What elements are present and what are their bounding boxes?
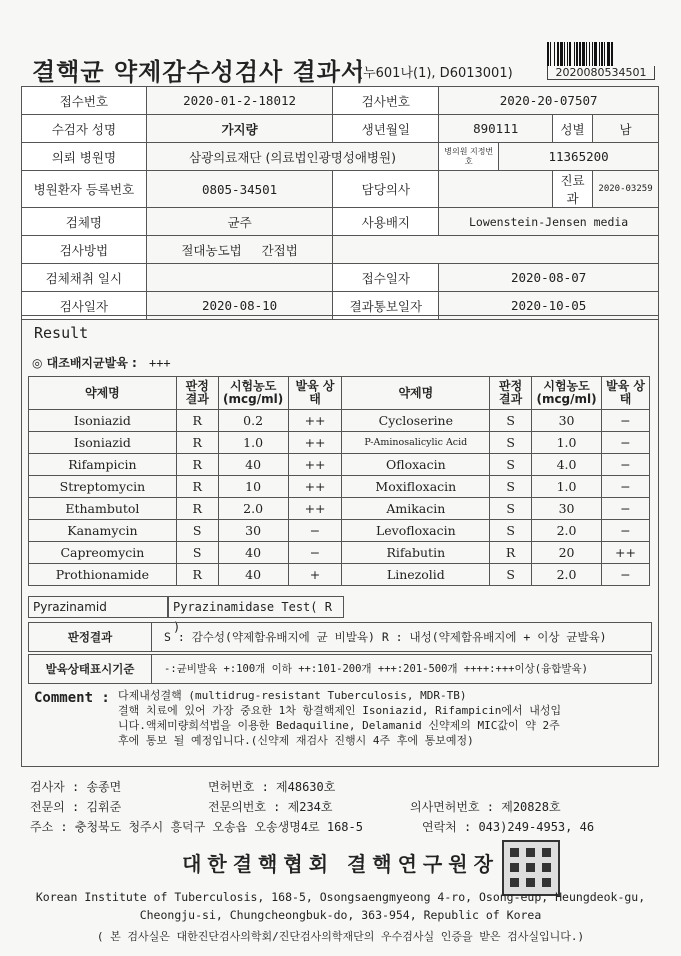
drug-conc-cell: 40 bbox=[218, 542, 288, 564]
drug-conc-cell: 4.0 bbox=[532, 454, 602, 476]
drug-drug-cell: Amikacin bbox=[342, 498, 490, 520]
drug-drug-cell: Cycloserine bbox=[342, 410, 490, 432]
hospital-code-label: 병의원 지정번호 bbox=[439, 143, 499, 171]
received-label: 접수일자 bbox=[333, 264, 439, 292]
hospital-label: 의뢰 병원명 bbox=[22, 143, 147, 171]
header-judge: 판정 결과 bbox=[490, 377, 532, 410]
comment-label: Comment : bbox=[34, 690, 110, 706]
drug-row bbox=[29, 410, 650, 432]
patient-reg-no: 0805-34501 bbox=[146, 171, 333, 208]
drug-judge-cell: R bbox=[176, 498, 218, 520]
growth-legend-label: 발육상태표시기준 bbox=[29, 655, 152, 683]
header-conc: 시험농도 (mcg/ml) bbox=[532, 377, 602, 410]
drug-growth-cell: ++ bbox=[602, 542, 650, 564]
contact: 연락처 : 043)249-4953, 46 bbox=[422, 820, 595, 834]
test-no: 2020-20-07507 bbox=[439, 87, 659, 115]
drug-growth-cell: ++ bbox=[288, 432, 342, 454]
sex: 남 bbox=[593, 115, 659, 143]
drug-growth-cell: ++ bbox=[288, 498, 342, 520]
footer-line-2 bbox=[30, 798, 561, 815]
dept-label: 진료과 bbox=[553, 171, 593, 208]
drug-conc-cell: 30 bbox=[532, 498, 602, 520]
pyrazinamid-label: Pyrazinamid bbox=[28, 596, 168, 618]
barcode bbox=[547, 42, 653, 82]
control-growth bbox=[32, 354, 171, 371]
drug-growth-cell: ++ bbox=[288, 454, 342, 476]
drug-conc-cell: 10 bbox=[218, 476, 288, 498]
drug-growth-cell: − bbox=[288, 520, 342, 542]
sex-label: 성별 bbox=[553, 115, 593, 143]
header-growth: 발육 상태 bbox=[288, 377, 342, 410]
drug-drug-cell: Rifampicin bbox=[29, 454, 177, 476]
official-seal bbox=[502, 840, 560, 896]
barcode-bars bbox=[547, 42, 653, 66]
collect-date bbox=[146, 264, 333, 292]
drug-conc-cell: 20 bbox=[532, 542, 602, 564]
drug-judge-cell: S bbox=[490, 520, 532, 542]
license-no: 면허번호 : 제48630호 bbox=[208, 780, 336, 794]
drug-conc-cell: 0.2 bbox=[218, 410, 288, 432]
drug-judge-cell: S bbox=[176, 542, 218, 564]
medium: Lowenstein-Jensen media bbox=[439, 208, 659, 236]
drug-drug-cell: Isoniazid bbox=[29, 432, 177, 454]
drug-conc-cell: 2.0 bbox=[532, 564, 602, 586]
org-address-1: Korean Institute of Tuberculosis, 168-5, Osongsaengmyeong 4-ro, Osong-eup, Heungdeok-gu, bbox=[35, 890, 646, 904]
comment-line: 후에 통보 될 예정입니다.(신약제 재검사 진행시 4주 후에 통보예정) bbox=[118, 734, 474, 747]
drug-judge-cell: R bbox=[176, 454, 218, 476]
comment-text bbox=[118, 688, 648, 748]
judge-legend-text: S : 감수성(약제함유배지에 균 비발육) R : 내성(약제함유배지에 + 이상 균발육) bbox=[164, 630, 607, 644]
drug-drug-cell: Levofloxacin bbox=[342, 520, 490, 542]
received-date: 2020-08-07 bbox=[439, 264, 659, 292]
pyrazinamid-row bbox=[28, 596, 344, 634]
doctor-name bbox=[439, 171, 553, 208]
drug-drug-cell: Moxifloxacin bbox=[342, 476, 490, 498]
drug-judge-cell: S bbox=[490, 410, 532, 432]
drug-judge-cell: S bbox=[490, 476, 532, 498]
growth-legend-text: -:균비발육 +:100개 이하 ++:101-200개 +++:201-500개 ++++:+++이상(융합발육) bbox=[164, 663, 588, 675]
hospital-name: 삼광의료재단 (의료법인광명성애병원) bbox=[146, 143, 438, 171]
drug-growth-cell: − bbox=[288, 542, 342, 564]
result-label: Result bbox=[34, 324, 89, 342]
drug-conc-cell: 30 bbox=[532, 410, 602, 432]
header-growth: 발육 상태 bbox=[602, 377, 650, 410]
header-judge: 판정 결과 bbox=[176, 377, 218, 410]
drug-row bbox=[29, 476, 650, 498]
header-drug: 약제명 bbox=[342, 377, 490, 410]
drug-row bbox=[29, 520, 650, 542]
drug-judge-cell: R bbox=[176, 564, 218, 586]
drug-growth-cell: − bbox=[602, 520, 650, 542]
drug-drug-cell: P-Aminosalicylic Acid bbox=[342, 432, 490, 454]
dept-value: 2020-03259 bbox=[593, 171, 659, 208]
test-no-label: 검사번호 bbox=[333, 87, 439, 115]
drug-row bbox=[29, 498, 650, 520]
drug-row bbox=[29, 432, 650, 454]
hospital-code: 11365200 bbox=[499, 143, 659, 171]
report-title: 결핵균 약제감수성검사 결과서 bbox=[32, 58, 366, 86]
reception-no: 2020-01-2-18012 bbox=[146, 87, 333, 115]
method-values bbox=[146, 236, 333, 264]
barcode-number: 2020080534501 bbox=[547, 66, 655, 80]
patient-name-label: 수검자 성명 bbox=[22, 115, 147, 143]
drug-growth-cell: ++ bbox=[288, 476, 342, 498]
drug-conc-cell: 40 bbox=[218, 564, 288, 586]
patient-name: 가지량 bbox=[146, 115, 333, 143]
drug-conc-cell: 2.0 bbox=[532, 520, 602, 542]
specialist: 전문의 : 김휘준 bbox=[30, 800, 122, 814]
header-drug: 약제명 bbox=[29, 377, 177, 410]
drug-judge-cell: S bbox=[490, 454, 532, 476]
drug-row bbox=[29, 454, 650, 476]
method-indirect: 간접법 bbox=[261, 242, 298, 258]
reception-no-label: 접수번호 bbox=[22, 87, 147, 115]
judge-legend bbox=[28, 622, 652, 652]
drug-growth-cell: + bbox=[288, 564, 342, 586]
collect-label: 검체채취 일시 bbox=[22, 264, 147, 292]
drug-drug-cell: Prothionamide bbox=[29, 564, 177, 586]
test-date: 2020-08-10 bbox=[146, 292, 333, 320]
address: 주소 : 충청북도 청주시 흥덕구 오송읍 오송생명4로 168-5 bbox=[30, 820, 363, 834]
empty-cell bbox=[333, 236, 659, 264]
drug-row bbox=[29, 564, 650, 586]
drug-growth-cell: − bbox=[602, 410, 650, 432]
report-form-code: (누601나(1), D6013001) bbox=[358, 66, 513, 81]
comment-line: 결핵 치료에 있어 가장 중요한 1차 항결핵제인 Isoniazid, Rifampicin에서 내성입 bbox=[118, 704, 562, 717]
drug-conc-cell: 30 bbox=[218, 520, 288, 542]
drug-conc-cell: 1.0 bbox=[218, 432, 288, 454]
comment-line: 니다.액체미량희석법을 이용한 Bedaquiline, Delamanid 신약제의 MIC값이 약 2주 bbox=[118, 719, 560, 732]
drug-row bbox=[29, 542, 650, 564]
control-growth-value: +++ bbox=[148, 356, 171, 370]
method-absolute: 절대농도법 bbox=[181, 242, 242, 258]
header-conc: 시험농도 (mcg/ml) bbox=[218, 377, 288, 410]
organization-name: 대한결핵협회 결핵연구원장 bbox=[182, 852, 499, 876]
result-section bbox=[21, 315, 659, 767]
drug-results-table bbox=[28, 376, 650, 586]
org-address-2: Cheongju-si, Chungcheongbuk-do, 363-954, Republic of Korea bbox=[139, 908, 542, 922]
drug-drug-cell: Ofloxacin bbox=[342, 454, 490, 476]
drug-growth-cell: − bbox=[602, 498, 650, 520]
medium-label: 사용배지 bbox=[333, 208, 439, 236]
drug-drug-cell: Isoniazid bbox=[29, 410, 177, 432]
drug-judge-cell: S bbox=[490, 564, 532, 586]
specimen-label: 검체명 bbox=[22, 208, 147, 236]
drug-drug-cell: Streptomycin bbox=[29, 476, 177, 498]
drug-judge-cell: R bbox=[176, 476, 218, 498]
patient-reg-label: 병원환자 등록번호 bbox=[22, 171, 147, 208]
report-date: 2020-10-05 bbox=[439, 292, 659, 320]
drug-conc-cell: 1.0 bbox=[532, 432, 602, 454]
doctor-label: 담당의사 bbox=[333, 171, 439, 208]
drug-growth-cell: − bbox=[602, 454, 650, 476]
drug-growth-cell: − bbox=[602, 476, 650, 498]
birth-date: 890111 bbox=[439, 115, 553, 143]
pyrazinamid-value: Pyrazinamidase Test( R ) bbox=[168, 596, 344, 618]
footer-line-1 bbox=[30, 778, 336, 795]
test-date-label: 검사일자 bbox=[22, 292, 147, 320]
drug-judge-cell: S bbox=[176, 520, 218, 542]
drug-judge-cell: R bbox=[490, 542, 532, 564]
report-date-label: 결과통보일자 bbox=[333, 292, 439, 320]
drug-judge-cell: S bbox=[490, 432, 532, 454]
footer-line-3 bbox=[30, 818, 595, 835]
drug-judge-cell: R bbox=[176, 410, 218, 432]
drug-drug-cell: Capreomycin bbox=[29, 542, 177, 564]
control-growth-label: ◎ 대조배지균발육 : bbox=[32, 356, 137, 370]
method-label: 검사방법 bbox=[22, 236, 147, 264]
tester: 검사자 : 송종면 bbox=[30, 780, 122, 794]
specimen: 균주 bbox=[146, 208, 333, 236]
drug-judge-cell: S bbox=[490, 498, 532, 520]
drug-growth-cell: − bbox=[602, 564, 650, 586]
patient-info-table bbox=[21, 86, 659, 320]
drug-conc-cell: 40 bbox=[218, 454, 288, 476]
certification-note: ( 본 검사실은 대한진단검사의학회/진단검사의학재단의 우수검사실 인증을 받은 검사실입니다.) bbox=[96, 930, 585, 943]
drug-drug-cell: Linezolid bbox=[342, 564, 490, 586]
birth-label: 생년월일 bbox=[333, 115, 439, 143]
drug-conc-cell: 1.0 bbox=[532, 476, 602, 498]
drug-growth-cell: − bbox=[602, 432, 650, 454]
drug-judge-cell: R bbox=[176, 432, 218, 454]
judge-legend-label: 판정결과 bbox=[29, 623, 152, 651]
doctor-license-no: 의사면허번호 : 제20828호 bbox=[410, 800, 561, 814]
drug-growth-cell: ++ bbox=[288, 410, 342, 432]
comment-line: 다제내성결핵 (multidrug-resistant Tuberculosis, MDR-TB) bbox=[118, 689, 467, 702]
drug-drug-cell: Kanamycin bbox=[29, 520, 177, 542]
specialist-no: 전문의번호 : 제234호 bbox=[208, 800, 333, 814]
drug-drug-cell: Rifabutin bbox=[342, 542, 490, 564]
drug-drug-cell: Ethambutol bbox=[29, 498, 177, 520]
drug-conc-cell: 2.0 bbox=[218, 498, 288, 520]
drug-table-header bbox=[29, 377, 650, 410]
growth-legend bbox=[28, 654, 652, 684]
